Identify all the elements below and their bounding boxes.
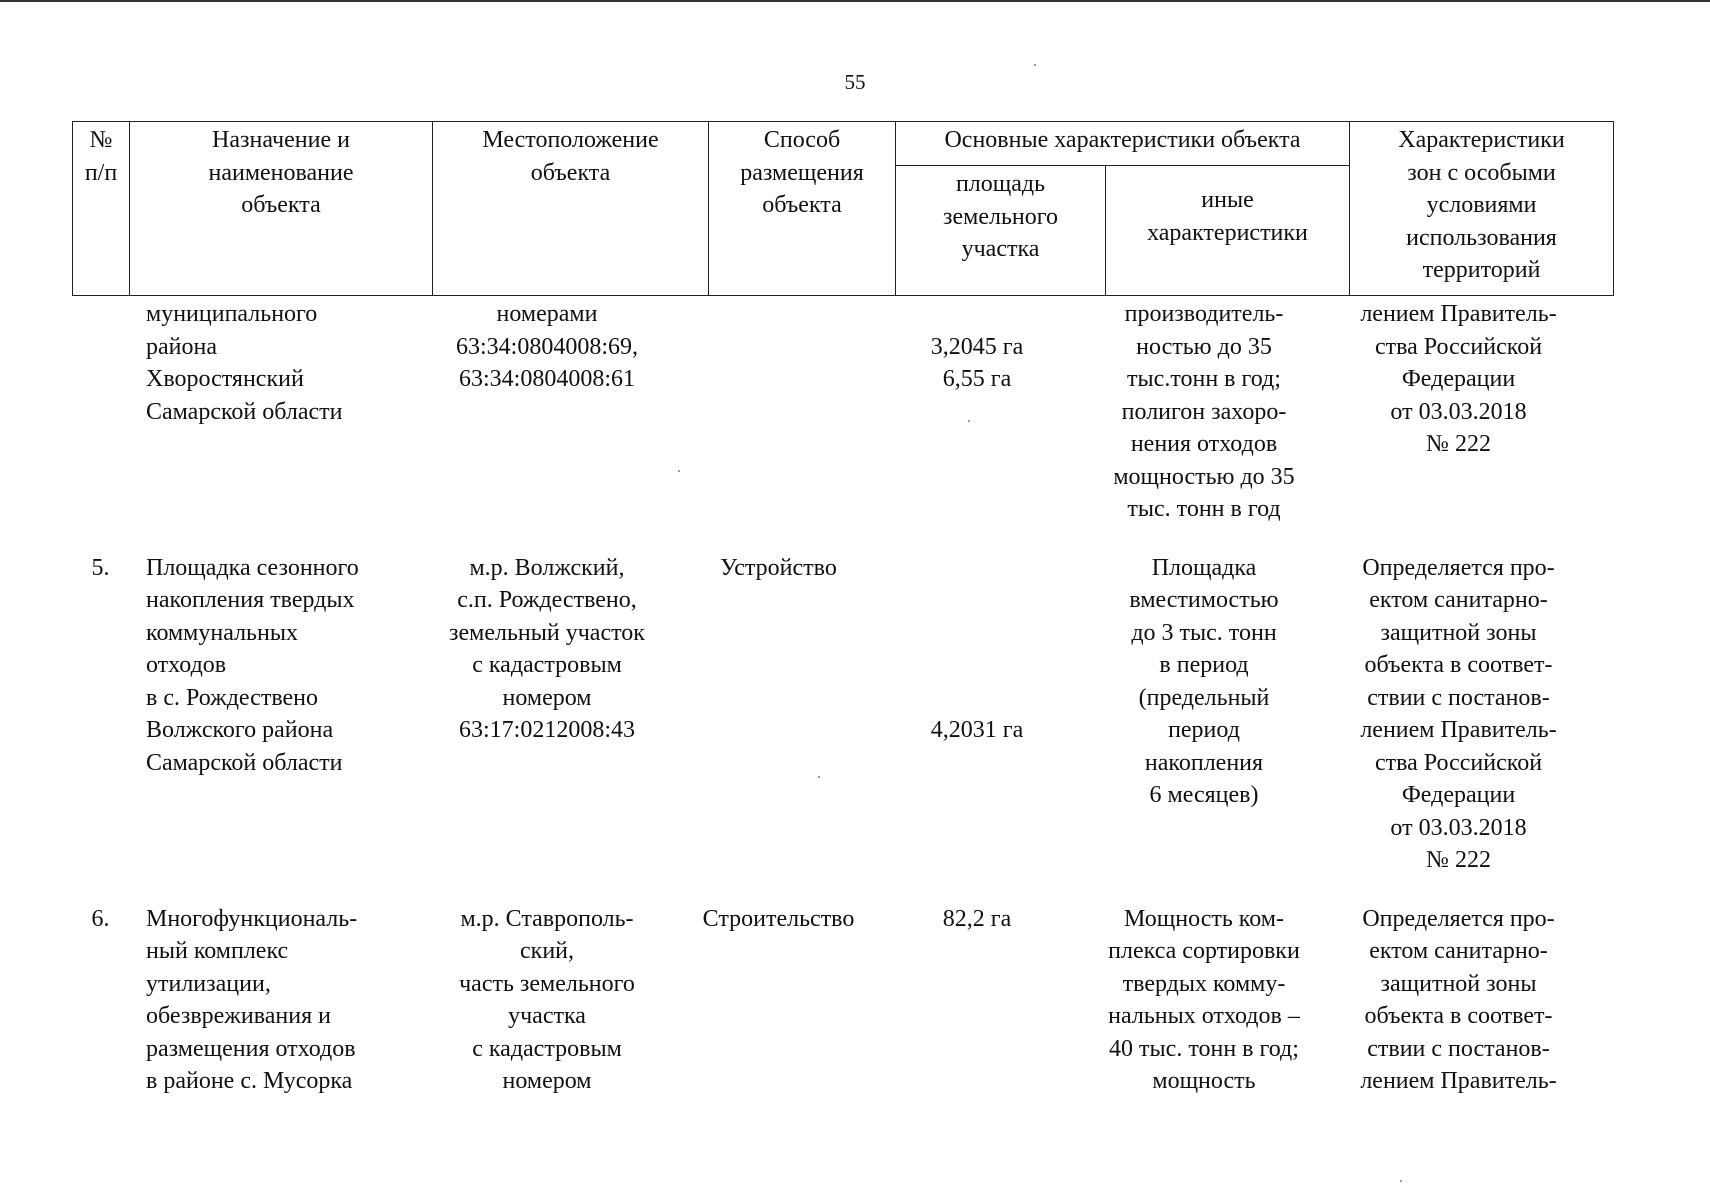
placement-method-cell	[685, 552, 872, 877]
land-area-line: 4,2031 га	[930, 717, 1024, 743]
zone-characteristics-line: Определяется про-	[1362, 905, 1555, 932]
page-number: 55	[844, 70, 866, 94]
zone-characteristics-line: Определяется про-	[1362, 554, 1555, 581]
object-location-line: 63:17:0212008:43	[458, 717, 635, 743]
table-row	[72, 552, 1612, 877]
object-name-line: муниципального	[146, 301, 318, 327]
zone-characteristics-line: объекта в соответ-	[1364, 1003, 1553, 1029]
other-characteristics-line: нальных отходов –	[1108, 1003, 1300, 1029]
object-location-line: м.р. Ставрополь-	[460, 905, 634, 932]
object-name-line: Самарской области	[146, 398, 343, 425]
header-method: Способ размещения объекта	[709, 122, 896, 296]
object-name-cell	[129, 552, 409, 877]
placement-method-line: Устройство	[720, 554, 837, 581]
zone-characteristics-line: лением Правитель-	[1360, 717, 1557, 743]
object-location-line: земельный участок	[449, 619, 645, 646]
row-number-line: 6.	[91, 905, 110, 932]
object-location-cell	[409, 298, 685, 526]
other-characteristics-line: Площадка	[1151, 554, 1257, 581]
zone-characteristics-line: лением Правитель-	[1360, 301, 1557, 327]
land-area-line	[872, 298, 1082, 331]
land-area-line	[872, 584, 1082, 617]
header-zone: Характеристики зон с особыми условиями использования территорий	[1350, 122, 1614, 296]
other-characteristics-line: до 3 тыс. тонн	[1131, 619, 1277, 646]
zone-characteristics-line: ства Российской	[1374, 333, 1543, 360]
land-area-line	[872, 649, 1082, 682]
other-characteristics-line: (предельный	[1138, 684, 1270, 711]
other-characteristics-line: накопления	[1144, 749, 1264, 776]
object-location-line: с кадастровым	[472, 652, 622, 678]
land-area-line	[872, 552, 1082, 585]
other-characteristics-line: период	[1168, 717, 1240, 743]
object-name-line: Хворостянский	[146, 366, 304, 392]
other-characteristics-line: ностью до 35	[1136, 333, 1272, 360]
other-characteristics-line: нения отходов	[1130, 431, 1278, 457]
land-area-line: 82,2 га	[942, 905, 1012, 932]
row-number-line: 5.	[91, 554, 110, 581]
zone-characteristics-cell	[1326, 903, 1591, 1098]
object-location-line: номером	[502, 1068, 592, 1094]
zone-characteristics-line: защитной зоны	[1380, 970, 1537, 997]
object-name-line: коммунальных	[146, 619, 298, 646]
object-name-cell	[129, 298, 409, 526]
zone-characteristics-line: от 03.03.2018	[1390, 398, 1527, 425]
land-area-cell	[872, 552, 1082, 877]
zone-characteristics-line: лением Правитель-	[1360, 1068, 1557, 1094]
object-name-line: Площадка сезонного	[146, 554, 359, 581]
other-characteristics-cell	[1082, 903, 1326, 1098]
object-name-line: ный комплекс	[146, 938, 289, 964]
object-name-line: отходов	[146, 652, 227, 678]
land-area-line	[872, 682, 1082, 715]
header-area: площадь земельного участка	[896, 166, 1106, 296]
zone-characteristics-line: № 222	[1426, 847, 1491, 873]
other-characteristics-line: плекса сортировки	[1108, 938, 1300, 964]
table-row	[72, 903, 1612, 1098]
placement-method-cell	[685, 903, 872, 1098]
scan-speck	[1400, 1180, 1402, 1182]
header-location: Местоположение объекта	[433, 122, 709, 296]
other-characteristics-line: мощность	[1152, 1068, 1256, 1094]
zone-characteristics-line: № 222	[1426, 431, 1491, 457]
object-name-line: накопления твердых	[146, 587, 355, 613]
other-characteristics-line: производитель-	[1124, 301, 1284, 327]
zone-characteristics-line: Федерации	[1401, 366, 1516, 392]
object-name-line: района	[146, 333, 217, 360]
other-characteristics-line: в период	[1159, 652, 1249, 678]
header-name: Назначение и наименование объекта	[130, 122, 433, 296]
object-location-line: номером	[502, 684, 592, 711]
land-area-line: 6,55 га	[942, 366, 1012, 392]
header-num: № п/п	[73, 122, 130, 296]
other-characteristics-line: Мощность ком-	[1124, 905, 1284, 932]
zone-characteristics-line: защитной зоны	[1380, 619, 1537, 646]
object-location-line: с.п. Рождествено,	[457, 587, 637, 613]
row-number-cell	[72, 903, 129, 1098]
object-name-cell	[129, 903, 409, 1098]
zone-characteristics-line: ектом санитарно-	[1369, 587, 1548, 613]
land-area-line	[872, 617, 1082, 650]
other-characteristics-line: вместимостью	[1129, 587, 1279, 613]
object-location-line: участка	[508, 1003, 586, 1029]
object-location-cell	[409, 552, 685, 877]
header-main-characteristics: Основные характеристики объекта	[896, 122, 1350, 166]
object-location-line: 63:34:0804008:61	[458, 366, 635, 392]
other-characteristics-line: полигон захоро-	[1121, 398, 1287, 425]
other-characteristics-line: тыс.тонн в год;	[1127, 366, 1281, 392]
row-number-cell	[72, 552, 129, 877]
object-name-line: утилизации,	[146, 970, 271, 997]
other-characteristics-line: мощностью до 35	[1113, 463, 1295, 490]
zone-characteristics-line: от 03.03.2018	[1390, 814, 1527, 841]
zone-characteristics-cell	[1326, 298, 1591, 526]
scan-top-edge	[0, 0, 1710, 2]
other-characteristics-line: 6 месяцев)	[1149, 782, 1259, 808]
object-location-cell	[409, 903, 685, 1098]
zone-characteristics-line: ствии с постанов-	[1367, 684, 1550, 711]
row-number-line	[72, 298, 129, 331]
object-name-line: обезвреживания и	[146, 1003, 331, 1029]
land-area-cell	[872, 903, 1082, 1098]
object-location-line: ский,	[520, 938, 574, 964]
object-name-line: в с. Рождествено	[146, 684, 319, 711]
other-characteristics-line: тыс. тонн в год	[1127, 496, 1281, 522]
placement-method-line	[685, 298, 872, 331]
other-characteristics-cell	[1082, 552, 1326, 877]
object-location-line: часть земельного	[459, 970, 635, 997]
zone-characteristics-line: ства Российской	[1374, 749, 1543, 776]
zone-characteristics-line: объекта в соответ-	[1364, 652, 1553, 678]
object-location-line: м.р. Волжский,	[469, 554, 625, 581]
zone-characteristics-line: ектом санитарно-	[1369, 938, 1548, 964]
object-name-line: размещения отходов	[146, 1035, 356, 1062]
scan-speck	[1034, 64, 1036, 66]
object-name-line: Самарской области	[146, 749, 343, 776]
object-name-line: Многофункциональ-	[146, 905, 358, 932]
object-name-line: в районе с. Мусорка	[146, 1068, 353, 1094]
zone-characteristics-line: ствии с постанов-	[1367, 1035, 1550, 1062]
object-location-line: с кадастровым	[472, 1035, 622, 1062]
other-characteristics-line: 40 тыс. тонн в год;	[1109, 1035, 1299, 1062]
object-location-line: 63:34:0804008:69,	[455, 333, 638, 360]
header-other: иные характеристики	[1106, 166, 1350, 296]
land-area-cell	[872, 298, 1082, 526]
land-area-line: 3,2045 га	[930, 333, 1024, 360]
placement-method-line: Строительство	[702, 905, 855, 932]
row-number-cell	[72, 298, 129, 526]
zone-characteristics-line: Федерации	[1401, 782, 1516, 808]
table-row	[72, 298, 1612, 526]
object-name-line: Волжского района	[146, 717, 334, 743]
other-characteristics-cell	[1082, 298, 1326, 526]
placement-method-cell	[685, 298, 872, 526]
object-location-line: номерами	[496, 301, 598, 327]
table-body	[72, 298, 1612, 1098]
zone-characteristics-cell	[1326, 552, 1591, 877]
other-characteristics-line: твердых комму-	[1122, 970, 1286, 997]
table-header	[72, 121, 1614, 296]
